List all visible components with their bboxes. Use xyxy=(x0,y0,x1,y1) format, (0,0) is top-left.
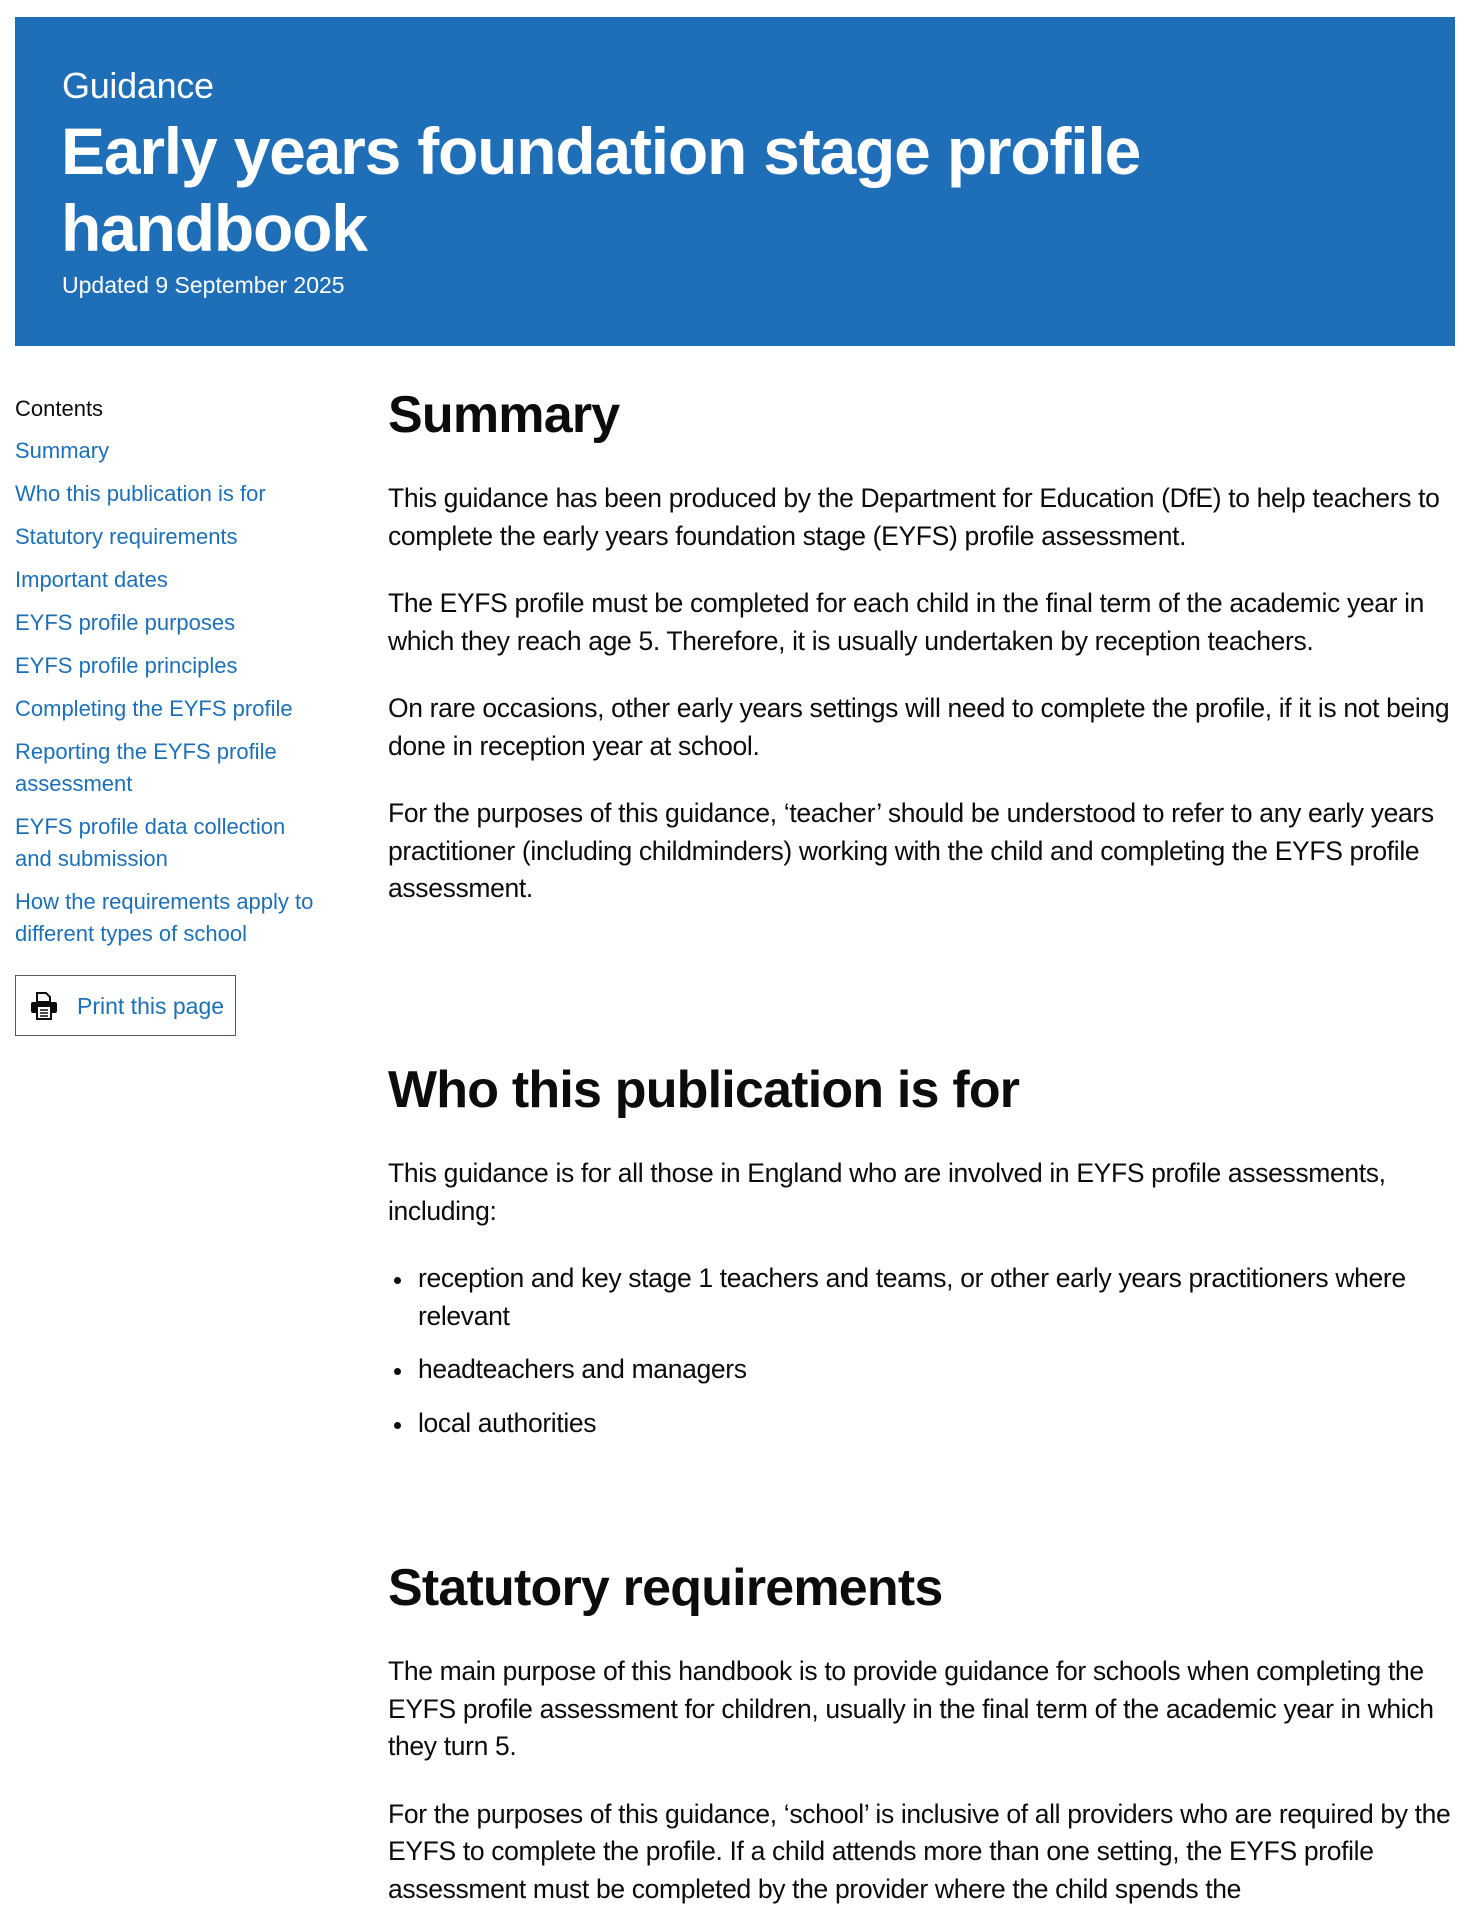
section-heading: Summary xyxy=(388,380,1458,450)
contents-list xyxy=(15,435,345,950)
contents-link-important-dates[interactable]: Important dates xyxy=(15,564,340,596)
print-page-label: Print this page xyxy=(77,991,224,1021)
page-header-banner xyxy=(15,17,1455,346)
contents-link-statutory-requirements[interactable]: Statutory requirements xyxy=(15,521,340,553)
contents-link-eyfs-profile-purposes[interactable]: EYFS profile purposes xyxy=(15,607,340,639)
contents-link-data-collection-and-submission[interactable]: EYFS profile data collection and submission xyxy=(15,811,315,875)
section-heading: Statutory requirements xyxy=(388,1553,1458,1623)
section-statutory-requirements xyxy=(388,1553,1458,1908)
contents-link-completing-the-eyfs-profile[interactable]: Completing the EYFS profile xyxy=(15,693,340,725)
list-item: headteachers and managers xyxy=(388,1351,1458,1389)
document-type-label: Guidance xyxy=(62,61,214,111)
page-title: Early years foundation stage profile handbook xyxy=(61,113,1401,267)
paragraph: The main purpose of this handbook is to provide guidance for schools when completing the EYFS profile assessment for children, usually in the final term of the academic year in which they turn 5. xyxy=(388,1653,1458,1766)
paragraph: The EYFS profile must be completed for each child in the final term of the academic year in which they reach age 5. Therefore, it is usually undertaken by reception teachers. xyxy=(388,585,1458,660)
updated-date: Updated 9 September 2025 xyxy=(62,269,345,301)
contents-link-eyfs-profile-principles[interactable]: EYFS profile principles xyxy=(15,650,340,682)
paragraph: This guidance has been produced by the Department for Education (DfE) to help teachers to complete the early years foundation stage (EYFS) profile assessment. xyxy=(388,480,1458,555)
paragraph: On rare occasions, other early years settings will need to complete the profile, if it is not being done in reception year at school. xyxy=(388,690,1458,765)
paragraph: This guidance is for all those in England who are involved in EYFS profile assessments, including: xyxy=(388,1155,1458,1230)
list-item: local authorities xyxy=(388,1405,1458,1443)
contents-sidebar xyxy=(15,392,345,961)
section-heading: Who this publication is for xyxy=(388,1055,1458,1125)
paragraph: For the purposes of this guidance, ‘school’ is inclusive of all providers who are required by the EYFS to complete the profile. If a child attends more than one setting, the EYFS profile assessment must be completed by the provider where the child spends the xyxy=(388,1796,1458,1908)
contents-heading: Contents xyxy=(15,392,345,426)
section-who-this-publication-is-for xyxy=(388,1055,1458,1442)
printer-icon xyxy=(31,992,57,1020)
paragraph: For the purposes of this guidance, ‘teacher’ should be understood to refer to any early years practitioner (including childminders) working with the child and completing the EYFS profile assessment. xyxy=(388,795,1458,908)
list-item: reception and key stage 1 teachers and teams, or other early years practitioners where relevant xyxy=(388,1260,1458,1335)
print-page-button[interactable] xyxy=(15,975,236,1036)
contents-link-summary[interactable]: Summary xyxy=(15,435,340,467)
contents-link-reporting-the-eyfs-profile-assessment[interactable]: Reporting the EYFS profile assessment xyxy=(15,736,315,800)
audience-list xyxy=(388,1260,1458,1442)
contents-link-who-this-publication-is-for[interactable]: Who this publication is for xyxy=(15,478,340,510)
section-summary xyxy=(388,380,1458,908)
contents-link-how-requirements-apply[interactable]: How the requirements apply to different types of school xyxy=(15,886,340,950)
